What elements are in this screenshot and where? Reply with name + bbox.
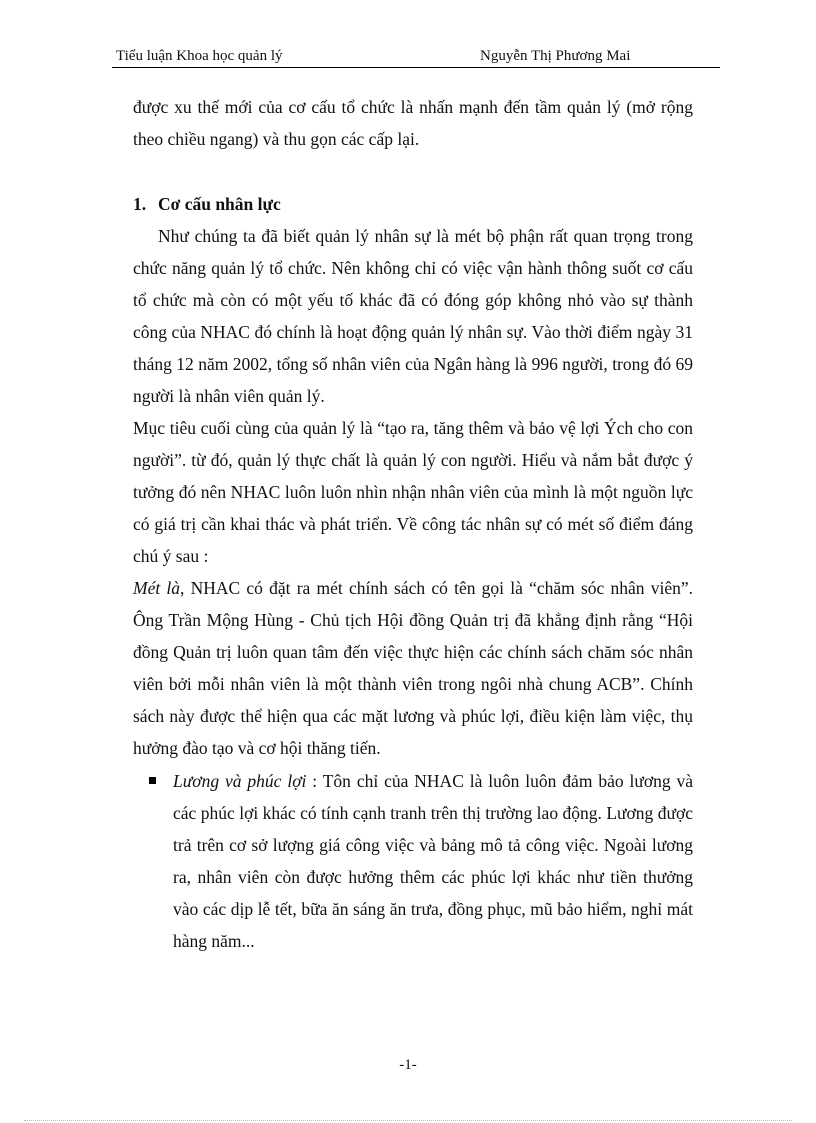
page-boundary-divider [24,1120,792,1121]
square-bullet-icon [149,777,156,784]
header-document-title: Tiểu luận Khoa học quản lý [116,48,283,64]
page-header [112,47,720,68]
section-title: Cơ cấu nhân lực [158,194,281,214]
paragraph-hr-overview: Như chúng ta đã biết quản lý nhân sự là mét bộ phận rất quan trọng trong chức năng quản lý tổ chức. Nên không chỉ có việc vận hành thông suốt cơ cấu tổ chức mà còn có một yếu tố khác đã có đóng góp không nhỏ vào sự thành công của NHAC đó chính là hoạt động quản lý nhân sự. Vào thời điểm ngày 31 tháng 12 năm 2002, tổng số nhân viên của Ngân hàng là 996 người, trong đó 69 người là nhân viên quản lý. [133,226,693,406]
list-item [173,765,693,957]
paragraph-lead-italic: Mét là [133,578,181,598]
list-item-lead: Lương và phúc lợi [173,771,307,791]
header-author: Nguyễn Thị Phương Mai [480,48,631,64]
intro-paragraph: được xu thế mới của cơ cấu tổ chức là nhấn mạnh đến tầm quản lý (mở rộng theo chiều ngang) và thu gọn các cấp lại. [133,97,693,149]
page-number: -1- [399,1057,417,1073]
list-item-body: : Tôn chỉ của NHAC là luôn luôn đảm bảo lương và các phúc lợi khác có tính cạnh tranh trên thị trường lao động. Lương được trả trên cơ sở lượng giá công việc và bảng mô tả công việc. Ngoài lương ra, nhân viên còn được hưởng thêm các phúc lợi khác như tiền thưởng vào các dịp lễ tết, bữa ăn sáng ăn trưa, đồng phục, mũ bảo hiểm, nghỉ mát hàng năm... [173,771,693,951]
section-number: 1. [133,194,147,214]
section-spacer [133,155,693,188]
paragraph-employee-care-text: , NHAC có đặt ra mét chính sách có tên gọi là “chăm sóc nhân viên”. Ông Trần Mộng Hùng - Chủ tịch Hội đồng Quản trị đã khẳng định rằng “Hội đồng Quản trị luôn quan tâm đến việc thực hiện các chính sách chăm sóc nhân viên bởi mỗi nhân viên là một thành viên trong ngôi nhà chung ACB”. Chính sách này được thể hiện qua các mặt lương và phúc lợi, điều kiện làm việc, thụ hưởng đào tạo và cơ hội thăng tiến. [133,578,693,758]
paragraph-employee-care [133,572,693,764]
page-body [133,91,693,957]
list-item-text [173,765,693,957]
paragraph-management-goal: Mục tiêu cuối cùng của quản lý là “tạo ra, tăng thêm và bảo vệ lợi Ých cho con người”. từ đó, quản lý thực chất là quản lý con người. Hiểu và nắm bắt được ý tưởng đó nên NHAC luôn luôn nhìn nhận nhân viên của mình là một nguồn lực có giá trị cần khai thác và phát triển. Về công tác nhân sự có mét số điểm đáng chú ý sau : [133,418,693,566]
section-heading [133,188,693,220]
